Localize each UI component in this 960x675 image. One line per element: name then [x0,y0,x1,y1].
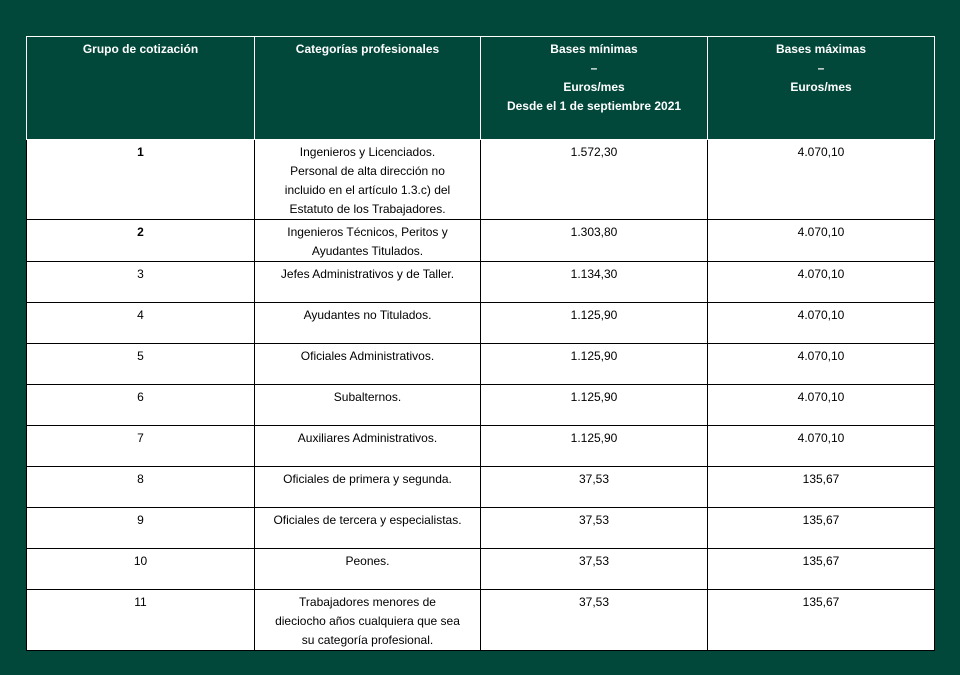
category-cell [255,426,481,467]
header-line: Bases mínimas [550,42,638,56]
group-cell: 8 [27,467,255,508]
table-row [27,262,935,303]
max-base-cell: 4.070,10 [708,220,935,262]
category-line: dieciocho años cualquiera que sea [275,614,460,628]
category-line: Subalternos. [333,390,402,404]
header-line: Bases máximas [775,42,867,56]
table-row [27,508,935,549]
table-row [27,467,935,508]
group-cell: 3 [27,262,255,303]
category-cell [255,303,481,344]
header-line: Euros/mes [563,80,625,94]
category-cell [255,467,481,508]
header-line: Euros/mes [790,80,852,94]
table-row [27,385,935,426]
group-cell: 9 [27,508,255,549]
min-base-cell: 37,53 [481,590,708,651]
group-cell: 5 [27,344,255,385]
table-row [27,303,935,344]
table-row [27,140,935,220]
table-row [27,220,935,262]
header-min-base [481,37,708,140]
max-base-cell: 4.070,10 [708,140,935,220]
category-line: Peones. [345,554,390,568]
category-cell [255,262,481,303]
min-base-cell: 37,53 [481,549,708,590]
category-line: Personal de alta dirección no [290,164,445,178]
min-base-cell: 1.125,90 [481,426,708,467]
header-line: Categorías profesionales [295,42,440,56]
category-line: Ayudantes Titulados. [311,244,424,258]
table-row [27,549,935,590]
group-cell: 1 [27,140,255,220]
min-base-cell: 37,53 [481,467,708,508]
category-line: Trabajadores menores de [299,595,436,609]
category-line: Ingenieros Técnicos, Peritos y [287,225,448,239]
max-base-cell: 4.070,10 [708,426,935,467]
header-line: Desde el 1 de septiembre 2021 [506,99,682,113]
category-line: Ayudantes no Titulados. [303,308,432,322]
category-line: Estatuto de los Trabajadores. [289,202,446,216]
min-base-cell: 1.125,90 [481,385,708,426]
category-cell [255,220,481,262]
max-base-cell: 4.070,10 [708,385,935,426]
max-base-cell: 4.070,10 [708,303,935,344]
max-base-cell: 4.070,10 [708,262,935,303]
max-base-cell: 4.070,10 [708,344,935,385]
contribution-bases-table-container [26,36,934,651]
group-cell: 4 [27,303,255,344]
category-cell [255,140,481,220]
group-cell: 11 [27,590,255,651]
min-base-cell: 37,53 [481,508,708,549]
header-line: Grupo de cotización [82,42,199,56]
min-base-cell: 1.572,30 [481,140,708,220]
category-line: Auxiliares Administrativos. [297,431,438,445]
max-base-cell: 135,67 [708,508,935,549]
table-row [27,590,935,651]
contribution-bases-table [26,36,935,651]
category-cell [255,508,481,549]
category-line: su categoría profesional. [301,633,434,647]
min-base-cell: 1.125,90 [481,344,708,385]
min-base-cell: 1.134,30 [481,262,708,303]
category-line: Oficiales Administrativos. [300,349,435,363]
header-line: – [817,61,825,75]
group-cell: 7 [27,426,255,467]
group-cell: 6 [27,385,255,426]
category-cell [255,549,481,590]
category-cell [255,590,481,651]
table-row [27,426,935,467]
min-base-cell: 1.125,90 [481,303,708,344]
header-line: – [590,61,598,75]
category-line: incluido en el artículo 1.3.c) del [284,183,451,197]
category-line: Ingenieros y Licenciados. [299,145,436,159]
max-base-cell: 135,67 [708,549,935,590]
max-base-cell: 135,67 [708,467,935,508]
category-cell [255,385,481,426]
header-category [255,37,481,140]
group-cell: 10 [27,549,255,590]
category-cell [255,344,481,385]
category-line: Oficiales de tercera y especialistas. [273,513,462,527]
table-row [27,344,935,385]
category-line: Jefes Administrativos y de Taller. [280,267,455,281]
header-row [27,37,935,140]
header-group [27,37,255,140]
max-base-cell: 135,67 [708,590,935,651]
category-line: Oficiales de primera y segunda. [283,472,452,486]
header-max-base [708,37,935,140]
min-base-cell: 1.303,80 [481,220,708,262]
group-cell: 2 [27,220,255,262]
